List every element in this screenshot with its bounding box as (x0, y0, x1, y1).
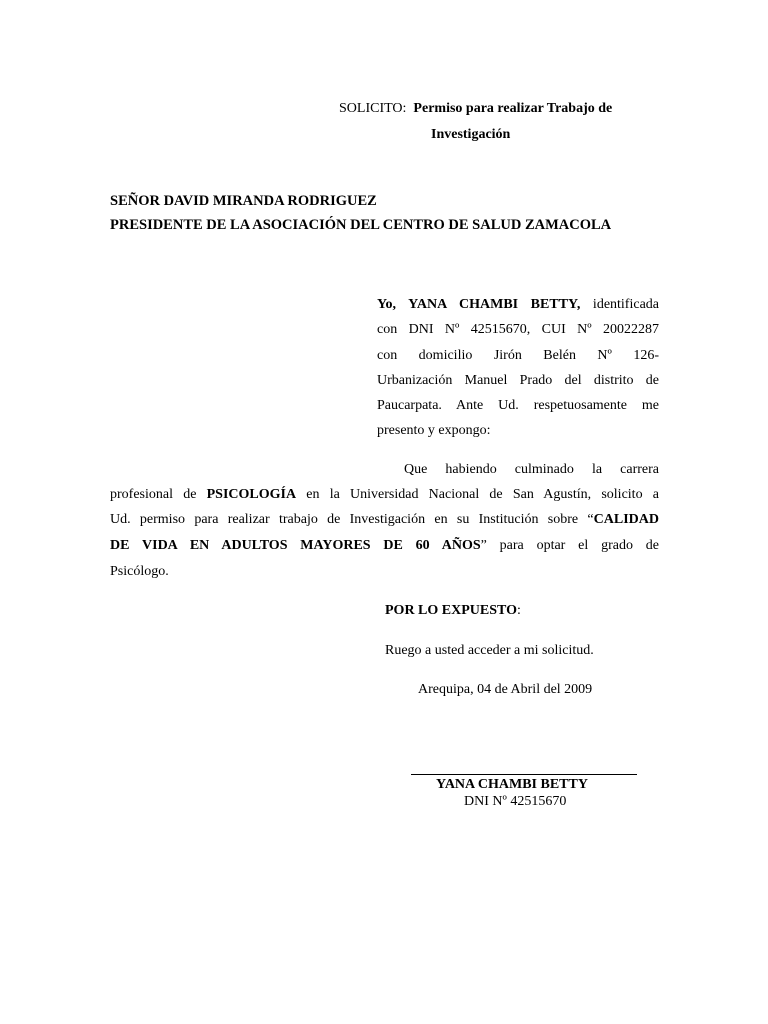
addressee-name: SEÑOR DAVID MIRANDA RODRIGUEZ (110, 193, 377, 209)
intro-line-2: con DNI Nº 42515670, CUI Nº 20022287 (377, 322, 659, 337)
signature-dni: DNI Nº 42515670 (464, 794, 567, 809)
body-line-2-c: en la Universidad Nacional de San Agustín, solicito a (296, 487, 659, 502)
body-line-2 (110, 487, 659, 503)
research-title-start: CALIDAD (593, 512, 659, 527)
place-date: Arequipa, 04 de Abril del 2009 (418, 682, 593, 697)
closing-heading-line (385, 603, 521, 619)
intro-opening: Yo, YANA CHAMBI BETTY, (377, 297, 581, 312)
closing-heading-colon: : (517, 603, 521, 618)
body-line-3-a: Ud. permiso para realizar trabajo de Investigación en su Institución sobre “ (110, 512, 594, 527)
body-line-2-a: profesional de (110, 487, 207, 502)
body-line-4-b: ” para optar el grado de (480, 538, 659, 553)
subject-colon: : (402, 101, 407, 116)
intro-line-1 (377, 297, 659, 313)
research-title-rest: DE VIDA EN ADULTOS MAYORES DE 60 AÑOS (110, 538, 481, 553)
subject-label: SOLICITO (339, 101, 403, 116)
addressee-title: PRESIDENTE DE LA ASOCIACIÓN DEL CENTRO DE SALUD ZAMACOLA (110, 217, 612, 233)
career-name: PSICOLOGÍA (206, 487, 297, 502)
intro-line-4: Urbanización Manuel Prado del distrito de (377, 373, 659, 388)
subject-line-2: Investigación (431, 127, 511, 142)
signature-name: YANA CHAMBI BETTY (436, 777, 588, 792)
body-line-5: Psicólogo. (110, 564, 169, 579)
closing-heading: POR LO EXPUESTO (385, 603, 517, 618)
closing-request: Ruego a usted acceder a mi solicitud. (385, 643, 594, 658)
body-line-4 (110, 538, 659, 554)
body-line-3 (110, 512, 659, 528)
intro-line-1-rest: identificada (580, 297, 660, 312)
intro-line-6: presento y expongo: (377, 423, 491, 438)
body-line-1: Que habiendo culminado la carrera (404, 462, 659, 477)
subject-text: Permiso para realizar Trabajo de (413, 101, 613, 116)
subject-line-1 (339, 101, 612, 117)
intro-line-5: Paucarpata. Ante Ud. respetuosamente me (377, 398, 659, 413)
intro-line-3: con domicilio Jirón Belén Nº 126- (377, 348, 659, 363)
signature-line (411, 774, 637, 775)
